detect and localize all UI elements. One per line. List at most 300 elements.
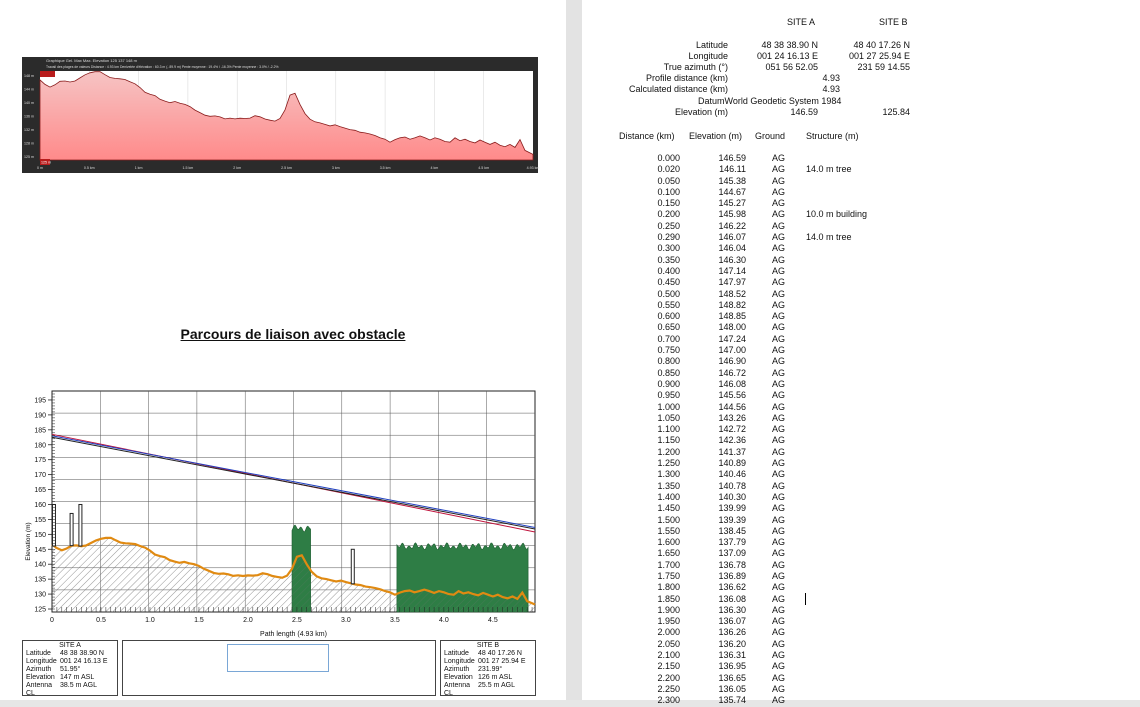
info-value: 48 40 17.26 N xyxy=(478,650,522,657)
cell-distance: 1.400 xyxy=(657,491,680,502)
cell-ground: AG xyxy=(772,311,786,322)
cell-ground: AG xyxy=(772,401,786,412)
x-tick-label: 1.5 xyxy=(194,617,204,624)
cell-ground: AG xyxy=(772,627,786,638)
cell-ground: AG xyxy=(772,480,786,491)
table-row xyxy=(582,650,1140,661)
table-row xyxy=(582,571,1140,582)
cell-ground: AG xyxy=(772,525,786,536)
cell-elevation: 146.07 xyxy=(718,232,746,243)
cell-distance: 1.200 xyxy=(657,446,680,457)
thumbnail-y-label: 136 m xyxy=(24,114,34,119)
cell-ground: AG xyxy=(772,378,786,389)
site-a-azimuth: 051 56 52.05 xyxy=(765,62,818,72)
y-tick-label: 140 xyxy=(34,561,46,569)
table-row xyxy=(582,639,1140,650)
cell-distance: 2.000 xyxy=(657,627,680,638)
x-tick-label: 0 xyxy=(50,617,54,624)
thumbnail-x-label: 2 km xyxy=(233,166,242,170)
cell-ground: AG xyxy=(772,254,786,265)
cell-ground: AG xyxy=(772,367,786,378)
cell-ground: AG xyxy=(772,570,786,581)
cell-elevation: 142.36 xyxy=(718,435,746,446)
x-tick-label: 1.0 xyxy=(145,617,155,624)
path-profile-chart xyxy=(18,388,540,640)
info-key: Elevation xyxy=(444,674,473,681)
info-value: 126 m ASL xyxy=(478,674,513,681)
cell-elevation: 145.98 xyxy=(718,209,746,220)
cell-distance: 1.600 xyxy=(657,537,680,548)
x-tick-label: 3.5 xyxy=(390,617,400,624)
cell-ground: AG xyxy=(772,345,786,356)
structure-marker xyxy=(70,513,73,545)
table-row xyxy=(582,560,1140,571)
table-row xyxy=(582,492,1140,503)
info-value: 001 27 25.94 E xyxy=(478,658,526,665)
cell-distance: 0.250 xyxy=(657,220,680,231)
y-tick-label: 175 xyxy=(34,457,46,465)
table-row xyxy=(582,300,1140,311)
cell-elevation: 147.14 xyxy=(718,265,746,276)
cell-ground: AG xyxy=(772,265,786,276)
profile-distance-label: Profile distance (km) xyxy=(645,73,728,83)
info-key: Antenna CL xyxy=(26,682,53,697)
table-row xyxy=(582,526,1140,537)
cell-distance: 2.200 xyxy=(657,672,680,683)
table-row xyxy=(582,255,1140,266)
cell-elevation: 143.26 xyxy=(718,412,746,423)
table-row xyxy=(582,164,1140,175)
cell-distance: 0.850 xyxy=(657,367,680,378)
info-value: 001 24 16.13 E xyxy=(60,658,108,665)
cell-distance: 0.450 xyxy=(657,277,680,288)
cell-distance: 0.700 xyxy=(657,333,680,344)
thumbnail-x-label: 4.5 km xyxy=(478,166,490,170)
cell-distance: 0.500 xyxy=(657,288,680,299)
longitude-label: Longitude xyxy=(688,51,728,61)
cell-ground: AG xyxy=(772,661,786,672)
cell-distance: 0.800 xyxy=(657,356,680,367)
x-tick-label: 2.5 xyxy=(292,617,302,624)
profile-distance-value: 4.93 xyxy=(822,73,840,83)
cell-distance: 1.050 xyxy=(657,412,680,423)
cell-distance: 0.950 xyxy=(657,390,680,401)
cell-distance: 2.050 xyxy=(657,638,680,649)
cell-ground: AG xyxy=(772,435,786,446)
table-row xyxy=(582,537,1140,548)
cell-distance: 1.000 xyxy=(657,401,680,412)
cell-ground: AG xyxy=(772,175,786,186)
cell-elevation: 146.11 xyxy=(719,164,746,175)
cell-ground: AG xyxy=(772,582,786,593)
x-tick-label: 2.0 xyxy=(243,617,253,624)
info-key: Elevation xyxy=(26,674,55,681)
table-row xyxy=(582,221,1140,232)
site-b-latitude: 48 40 17.26 N xyxy=(853,40,910,50)
cell-elevation: 136.20 xyxy=(718,638,746,649)
table-row xyxy=(582,515,1140,526)
thumbnail-x-label: 4.93 km xyxy=(526,166,540,170)
thumbnail-y-label: 148 m xyxy=(24,74,34,78)
x-tick-label: 4.5 xyxy=(488,617,498,624)
thumbnail-x-label: 2.5 km xyxy=(281,166,292,170)
thumbnail-x-label: 3 km xyxy=(331,166,340,170)
info-value: 147 m ASL xyxy=(60,674,95,681)
cell-elevation: 145.56 xyxy=(718,390,746,401)
info-row xyxy=(444,674,532,682)
table-row xyxy=(582,311,1140,322)
cell-elevation: 145.38 xyxy=(718,175,746,186)
right-page xyxy=(582,0,1140,706)
cell-ground: AG xyxy=(772,412,786,423)
table-row xyxy=(582,661,1140,672)
y-tick-label: 135 xyxy=(34,576,46,584)
cell-ground: AG xyxy=(772,469,786,480)
table-row xyxy=(582,695,1140,706)
table-row xyxy=(582,424,1140,435)
info-key: Longitude xyxy=(26,658,57,665)
info-key: Azimuth xyxy=(26,666,52,673)
cell-elevation: 140.30 xyxy=(718,491,746,502)
cell-elevation: 146.72 xyxy=(718,367,746,378)
y-tick-label: 180 xyxy=(34,442,46,450)
cell-elevation: 142.72 xyxy=(718,424,746,435)
info-row xyxy=(444,658,532,666)
elevation-label: Elevation (m) xyxy=(674,107,728,117)
cell-distance: 0.650 xyxy=(657,322,680,333)
y-tick-label: 170 xyxy=(34,472,46,480)
cell-distance: 0.000 xyxy=(657,153,680,163)
table-row xyxy=(582,356,1140,367)
cell-distance: 1.550 xyxy=(657,525,680,536)
y-tick-label: 125 xyxy=(34,606,46,614)
left-page xyxy=(0,0,566,700)
table-row xyxy=(582,503,1140,514)
site-b-info-box xyxy=(440,640,536,696)
cell-distance: 0.600 xyxy=(657,311,680,322)
cell-distance: 2.250 xyxy=(657,683,680,694)
table-row xyxy=(582,266,1140,277)
site-a-box-title: SITE A xyxy=(59,642,81,649)
cell-ground: AG xyxy=(772,559,786,570)
col-header-elevation: Elevation (m) xyxy=(689,131,743,141)
cell-elevation: 148.82 xyxy=(718,299,746,310)
elevation-thumbnail xyxy=(22,57,538,173)
table-row xyxy=(582,627,1140,638)
cell-elevation: 146.59 xyxy=(718,153,746,163)
col-header-distance: Distance (km) xyxy=(619,131,675,141)
table-row xyxy=(582,198,1140,209)
cell-ground: AG xyxy=(772,548,786,559)
table-row xyxy=(582,176,1140,187)
cell-ground: AG xyxy=(772,232,786,243)
site-b-header: SITE B xyxy=(879,17,908,27)
cell-ground: AG xyxy=(772,322,786,333)
info-key: Longitude xyxy=(444,658,475,665)
info-row xyxy=(26,650,114,658)
cell-distance: 1.300 xyxy=(657,469,680,480)
info-row xyxy=(444,682,532,698)
cell-distance: 0.150 xyxy=(657,198,680,209)
cell-distance: 1.100 xyxy=(657,424,680,435)
cell-structure: 10.0 m building xyxy=(806,209,868,220)
cell-ground: AG xyxy=(772,638,786,649)
text-cursor xyxy=(805,593,806,605)
table-row xyxy=(582,232,1140,243)
table-row xyxy=(582,616,1140,627)
col-header-structure: Structure (m) xyxy=(806,131,859,141)
link-info-box xyxy=(122,640,436,696)
table-row xyxy=(582,289,1140,300)
cell-ground: AG xyxy=(772,650,786,661)
col-header-ground: Ground xyxy=(755,131,786,141)
latitude-label: Latitude xyxy=(695,40,728,50)
table-row xyxy=(582,481,1140,492)
cell-distance: 1.450 xyxy=(657,503,680,514)
cell-ground: AG xyxy=(772,537,786,548)
cell-elevation: 148.85 xyxy=(718,311,746,322)
info-key: Antenna CL xyxy=(444,682,471,697)
site-a-elevation: 146.59 xyxy=(790,107,818,117)
table-row xyxy=(582,390,1140,401)
cell-distance: 1.250 xyxy=(657,458,680,469)
cell-ground: AG xyxy=(772,514,786,525)
table-row xyxy=(582,153,1140,164)
table-row xyxy=(582,605,1140,616)
info-row xyxy=(26,658,114,666)
thumbnail-subheader: Travail des plages de valeurs Distance : 4.93 km Denivelée d'élévation : 60.3 m (- 89.9 m) Pente moyenne : 19.4% / -16.3% Pente moyenne : 3.0% / -2.2% xyxy=(46,65,279,69)
cell-elevation: 146.04 xyxy=(718,243,746,254)
table-row xyxy=(582,277,1140,288)
table-row xyxy=(582,435,1140,446)
thumbnail-x-label: 1 km xyxy=(134,166,143,170)
structure-marker xyxy=(351,549,354,584)
cell-ground: AG xyxy=(772,209,786,220)
cell-ground: AG xyxy=(772,616,786,627)
table-row xyxy=(582,322,1140,333)
table-row xyxy=(582,368,1140,379)
azimuth-label: True azimuth (°) xyxy=(663,62,728,72)
table-row xyxy=(582,187,1140,198)
thumbnail-x-label: 1.5 km xyxy=(182,166,194,170)
cell-ground: AG xyxy=(772,695,786,706)
cell-ground: AG xyxy=(772,164,786,175)
cell-elevation: 136.30 xyxy=(718,604,746,615)
thumbnail-y-label: 140 m xyxy=(24,101,34,105)
cell-elevation: 146.90 xyxy=(718,356,746,367)
y-tick-label: 195 xyxy=(34,397,46,405)
datum-label: DatumWorld Geodetic System 1984 xyxy=(698,96,842,106)
cell-distance: 2.100 xyxy=(657,650,680,661)
cell-distance: 0.350 xyxy=(657,254,680,265)
cell-elevation: 136.08 xyxy=(718,593,746,604)
cell-elevation: 146.22 xyxy=(718,220,746,231)
cell-elevation: 139.99 xyxy=(718,503,746,514)
cell-elevation: 136.89 xyxy=(718,570,746,581)
cell-distance: 0.050 xyxy=(657,175,680,186)
y-tick-label: 185 xyxy=(34,427,46,435)
table-row xyxy=(582,548,1140,559)
info-row xyxy=(444,666,532,674)
table-row xyxy=(582,413,1140,424)
cell-elevation: 144.67 xyxy=(718,186,746,197)
info-value: 25.5 m AGL xyxy=(478,682,515,689)
cell-elevation: 147.97 xyxy=(718,277,746,288)
cell-elevation: 136.31 xyxy=(718,650,746,661)
table-row xyxy=(582,334,1140,345)
structure-marker xyxy=(79,504,82,546)
cell-elevation: 147.00 xyxy=(718,345,746,356)
cell-elevation: 144.56 xyxy=(718,401,746,412)
cell-ground: AG xyxy=(772,243,786,254)
y-tick-label: 165 xyxy=(34,487,46,495)
cell-elevation: 136.26 xyxy=(718,627,746,638)
cell-ground: AG xyxy=(772,220,786,231)
cell-ground: AG xyxy=(772,333,786,344)
thumbnail-header: Graphique Gel. Max Max. Elevation 125 137 148 m xyxy=(46,58,137,63)
cell-elevation: 137.09 xyxy=(718,548,746,559)
cell-distance: 0.100 xyxy=(657,186,680,197)
cell-ground: AG xyxy=(772,390,786,401)
cell-elevation: 148.52 xyxy=(718,288,746,299)
info-key: Azimuth xyxy=(444,666,470,673)
cell-ground: AG xyxy=(772,503,786,514)
thumbnail-y-label: 132 m xyxy=(24,128,34,132)
table-row xyxy=(582,673,1140,684)
cell-ground: AG xyxy=(772,458,786,469)
y-tick-label: 160 xyxy=(34,501,46,509)
table-row xyxy=(582,582,1140,593)
cell-distance: 0.400 xyxy=(657,265,680,276)
y-axis-label: Elevation (m) xyxy=(25,522,32,561)
cell-elevation: 136.05 xyxy=(718,683,746,694)
info-key: Latitude xyxy=(26,650,51,657)
y-tick-label: 130 xyxy=(34,591,46,599)
site-a-header: SITE A xyxy=(787,17,816,27)
cell-ground: AG xyxy=(772,424,786,435)
cell-elevation: 136.07 xyxy=(718,616,746,627)
cell-distance: 1.650 xyxy=(657,548,680,559)
x-tick-label: 3.0 xyxy=(341,617,351,624)
cell-distance: 2.300 xyxy=(657,695,680,706)
table-row xyxy=(582,243,1140,254)
cell-ground: AG xyxy=(772,186,786,197)
thumbnail-x-label: 0.5 km xyxy=(83,166,95,170)
thumbnail-x-label: 3.5 km xyxy=(379,166,391,170)
table-row xyxy=(582,209,1140,220)
y-tick-label: 155 xyxy=(34,516,46,524)
cell-distance: 0.550 xyxy=(657,299,680,310)
cell-distance: 1.500 xyxy=(657,514,680,525)
thumbnail-y-label: 125 m xyxy=(24,155,34,159)
thumbnail-x-label: 0 m xyxy=(37,166,43,170)
site-b-elevation: 125.84 xyxy=(882,107,910,117)
site-b-longitude: 001 27 25.94 E xyxy=(848,51,910,61)
info-row xyxy=(26,682,114,698)
cell-distance: 1.800 xyxy=(657,582,680,593)
table-row xyxy=(582,469,1140,480)
calculated-distance-value: 4.93 xyxy=(822,84,840,94)
thumbnail-y-label: 128 m xyxy=(24,141,34,146)
calculated-distance-label: Calculated distance (km) xyxy=(628,84,728,94)
site-a-longitude: 001 24 16.13 E xyxy=(756,51,818,61)
link-info-field xyxy=(227,644,329,672)
cell-elevation: 148.00 xyxy=(718,322,746,333)
cell-elevation: 137.79 xyxy=(718,537,746,548)
cell-ground: AG xyxy=(772,299,786,310)
table-row xyxy=(582,402,1140,413)
thumbnail-y-label: 144 m xyxy=(24,87,34,92)
cell-distance: 0.020 xyxy=(657,164,680,175)
cell-ground: AG xyxy=(772,277,786,288)
cell-ground: AG xyxy=(772,672,786,683)
info-row xyxy=(444,650,532,658)
info-key: Latitude xyxy=(444,650,469,657)
cell-elevation: 136.62 xyxy=(718,582,746,593)
table-row xyxy=(582,379,1140,390)
table-row xyxy=(582,684,1140,695)
cell-distance: 2.150 xyxy=(657,661,680,672)
cell-elevation: 140.46 xyxy=(718,469,746,480)
cell-structure: 14.0 m tree xyxy=(806,164,852,175)
cell-elevation: 136.95 xyxy=(718,661,746,672)
cell-elevation: 145.27 xyxy=(718,198,746,209)
cell-elevation: 136.78 xyxy=(718,559,746,570)
page-gutter xyxy=(566,0,582,700)
cell-distance: 1.850 xyxy=(657,593,680,604)
cell-elevation: 146.08 xyxy=(718,378,746,389)
cell-elevation: 147.24 xyxy=(718,333,746,344)
cell-ground: AG xyxy=(772,153,786,163)
cell-elevation: 139.39 xyxy=(718,514,746,525)
cell-ground: AG xyxy=(772,491,786,502)
y-tick-label: 145 xyxy=(34,546,46,554)
cell-distance: 1.700 xyxy=(657,559,680,570)
cell-distance: 0.200 xyxy=(657,209,680,220)
info-value: 51.95° xyxy=(60,666,81,673)
cell-elevation: 136.65 xyxy=(718,672,746,683)
cell-ground: AG xyxy=(772,593,786,604)
cell-elevation: 146.30 xyxy=(718,254,746,265)
cell-ground: AG xyxy=(772,683,786,694)
table-row xyxy=(582,458,1140,469)
thumbnail-x-label: 4 km xyxy=(430,166,439,170)
y-tick-label: 190 xyxy=(34,412,46,420)
site-a-info-box xyxy=(22,640,118,696)
info-value: 38.5 m AGL xyxy=(60,682,97,689)
cell-ground: AG xyxy=(772,604,786,615)
info-row xyxy=(26,666,114,674)
site-b-azimuth: 231 59 14.55 xyxy=(857,62,910,72)
cell-elevation: 140.89 xyxy=(718,458,746,469)
cell-distance: 0.290 xyxy=(657,232,680,243)
cell-distance: 0.750 xyxy=(657,345,680,356)
y-tick-label: 150 xyxy=(34,531,46,539)
cell-distance: 1.350 xyxy=(657,480,680,491)
table-row xyxy=(582,594,1140,605)
cell-distance: 1.900 xyxy=(657,604,680,615)
cell-distance: 1.950 xyxy=(657,616,680,627)
cell-elevation: 135.74 xyxy=(718,695,746,706)
x-axis-label: Path length (4.93 km) xyxy=(260,631,327,638)
cell-distance: 1.750 xyxy=(657,570,680,581)
cell-ground: AG xyxy=(772,446,786,457)
table-row xyxy=(582,447,1140,458)
thumbnail-corner-badge: 125 m xyxy=(41,160,51,165)
cell-structure: 14.0 m tree xyxy=(806,232,852,243)
info-value: 231.99° xyxy=(478,666,503,673)
cell-elevation: 138.45 xyxy=(718,525,746,536)
